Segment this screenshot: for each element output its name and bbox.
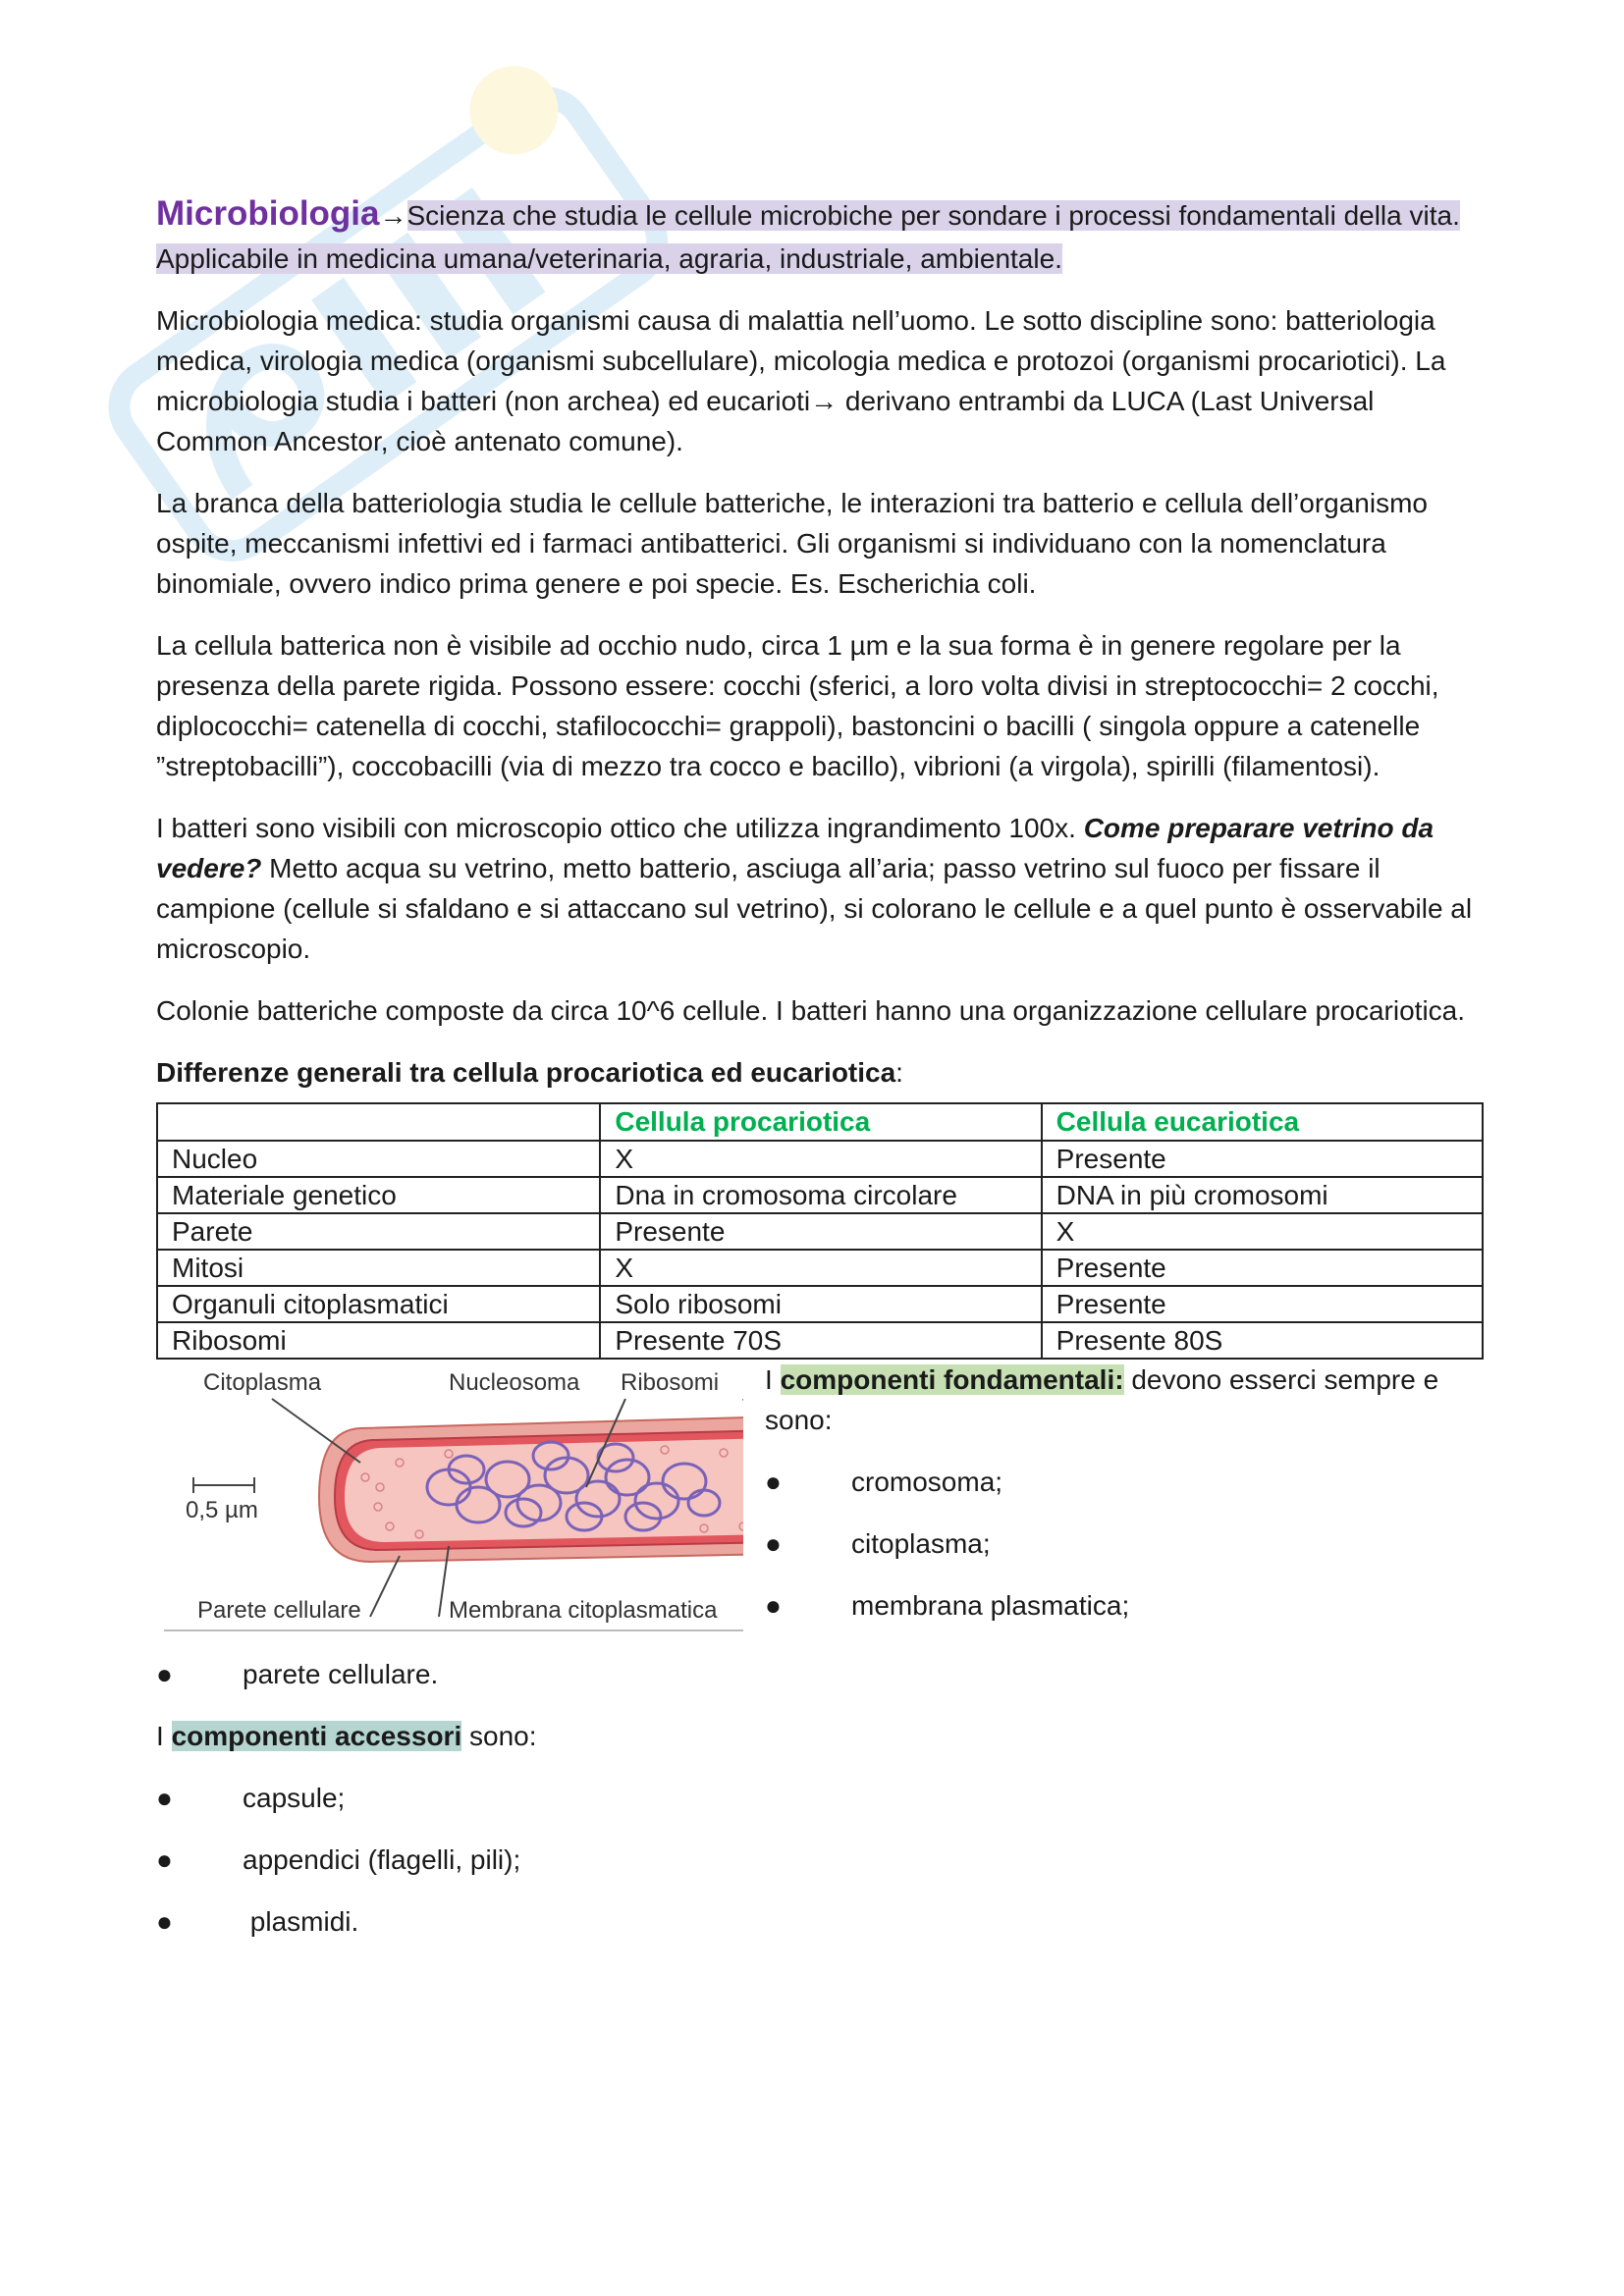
figure-and-list-area	[156, 1360, 1484, 1654]
definition-line-1: Scienza che studia le cellule microbiche per sondare i processi fondamentali della vita.	[406, 200, 1460, 231]
bullet-icon: ●	[156, 1844, 173, 1875]
list-item: ● membrana plasmatica;	[765, 1585, 1484, 1626]
bullet-icon: ●	[765, 1467, 782, 1497]
table-cell: Solo ribosomi	[600, 1286, 1041, 1322]
fundamental-components-column	[765, 1360, 1484, 1647]
comparison-table	[156, 1102, 1484, 1360]
accessory-list	[156, 1778, 1484, 1942]
table-cell: Presente	[1042, 1141, 1483, 1177]
paragraph-bacterial-cell: La cellula batterica non è visibile ad occhio nudo, circa 1 µm e la sua forma è in genere regolare per la presenza della parete rigida. Possono essere: cocchi (sferici, a loro volta divisi in streptococchi= 2 cocchi, diplococchi= catenella di cocchi, stafilococchi= grappoli), bastoncini o bacilli ( singola oppure a catenelle ”streptobacilli”), coccobacilli (via di mezzo tra cocco e bacillo), vibrioni (a virgola), spirilli (filamentosi).	[156, 630, 1439, 781]
paragraph-bacteriology: La branca della batteriologia studia le cellule batteriche, le interazioni tra batterio e cellula dell’organismo ospite, meccanismi infettivi ed i farmaci antibatterici. Gli organismi si individuano con la nomenclatura binomiale, ovvero indico prima genere e poi specie. Es. Escherichia coli.	[156, 488, 1428, 599]
list-item: ● citoplasma;	[765, 1523, 1484, 1564]
table-cell: Presente	[1042, 1286, 1483, 1322]
bullet-icon: ●	[765, 1590, 782, 1621]
page-title: Microbiologia	[156, 194, 380, 233]
table-row	[157, 1177, 1483, 1213]
list-item: ● cromosoma;	[765, 1462, 1484, 1502]
p4-question: Come preparare vetrino da vedere?	[156, 813, 1435, 883]
table-header-cell: Cellula eucariotica	[1042, 1103, 1483, 1141]
p4-end: Metto acqua su vetrino, metto batterio, asciuga all’aria; passo vetrino sul fuoco per fissare il campione (cellule si sfaldano e si attaccano sul vetrino), si colorano le cellule e a quel punto è osservabile al microscopio.	[156, 853, 1473, 964]
table-cell: Nucleo	[157, 1141, 600, 1177]
table-header-row	[157, 1103, 1483, 1141]
list-item: ● parete cellulare.	[156, 1654, 1484, 1694]
list-item: ● capsule;	[156, 1778, 1484, 1818]
table-row	[157, 1250, 1483, 1286]
label-membrana-citoplasmatica: Membrana citoplasmatica	[449, 1597, 718, 1624]
table-caption-text: Differenze generali tra cellula procariotica ed eucariotica	[156, 1057, 896, 1088]
table-cell: Organuli citoplasmatici	[157, 1286, 600, 1322]
heading-line	[156, 192, 1484, 281]
table-caption: Differenze generali tra cellula procariotica ed eucariotica:	[156, 1057, 903, 1088]
paragraph-microscope	[156, 808, 1484, 969]
table-cell: Materiale genetico	[157, 1177, 600, 1213]
list-item: ● appendici (flagelli, pili);	[156, 1840, 1484, 1880]
table-cell: X	[600, 1141, 1041, 1177]
label-nucleosoma: Nucleosoma	[449, 1369, 580, 1396]
arrow-glyph: →	[379, 200, 407, 231]
table-cell: X	[1042, 1213, 1483, 1250]
table-header-cell	[157, 1103, 600, 1141]
table-cell: Parete	[157, 1213, 600, 1250]
table-cell: Presente	[1042, 1250, 1483, 1286]
label-citoplasma: Citoplasma	[203, 1369, 322, 1396]
table-header-cell: Cellula procariotica	[600, 1103, 1041, 1141]
label-scale: 0,5 µm	[186, 1497, 258, 1523]
table-row	[157, 1322, 1483, 1359]
label-parete-cellulare: Parete cellulare	[197, 1597, 361, 1624]
table-row	[157, 1213, 1483, 1250]
bullet-icon: ●	[156, 1659, 173, 1689]
table-row	[157, 1141, 1483, 1177]
paragraph-colonies: Colonie batteriche composte da circa 10^6 cellule. I batteri hanno una organizzazione cellulare procariotica.	[156, 995, 1466, 1026]
fundamental-intro: I componenti fondamentali: devono esserci sempre e sono:	[765, 1364, 1439, 1435]
table-cell: DNA in più cromosomi	[1042, 1177, 1483, 1213]
bullet-icon: ●	[156, 1783, 173, 1813]
accessory-highlight: componenti accessori	[171, 1721, 462, 1751]
bullet-icon: ●	[765, 1528, 782, 1559]
table-cell: Ribosomi	[157, 1322, 600, 1359]
document-body	[156, 192, 1484, 1963]
table-cell: Dna in cromosoma circolare	[600, 1177, 1041, 1213]
fundamental-list-continued	[156, 1654, 1484, 1694]
table-row	[157, 1286, 1483, 1322]
label-ribosomi: Ribosomi	[621, 1369, 720, 1396]
accessory-intro: I componenti accessori sono:	[156, 1721, 537, 1751]
prokaryotic-cell-figure	[154, 1360, 743, 1644]
table-cell: Mitosi	[157, 1250, 600, 1286]
list-item: ● plasmidi.	[156, 1901, 1484, 1942]
fundamental-highlight: componenti fondamentali:	[780, 1364, 1124, 1395]
table-cell: Presente	[600, 1213, 1041, 1250]
bullet-icon: ●	[156, 1906, 173, 1937]
p4-start: I batteri sono visibili con microscopio ottico che utilizza ingrandimento 100x.	[156, 813, 1084, 843]
table-cell: Presente 70S	[600, 1322, 1041, 1359]
table-cell: X	[600, 1250, 1041, 1286]
table-cell: Presente 80S	[1042, 1322, 1483, 1359]
paragraph-medical-microbiology: Microbiologia medica: studia organismi causa di malattia nell’uomo. Le sotto discipline sono: batteriologia medica, virologia medica (organismi subcellulare), micologia medica e protozoi (organismi procariotici). La microbiologia studia i batteri (non archea) ed eucarioti→ derivano entrambi da LUCA (Last Universal Common Ancestor, cioè antenato comune).	[156, 305, 1446, 456]
definition-line-2: Applicabile in medicina umana/veterinaria, agraria, industriale, ambientale.	[156, 243, 1062, 274]
